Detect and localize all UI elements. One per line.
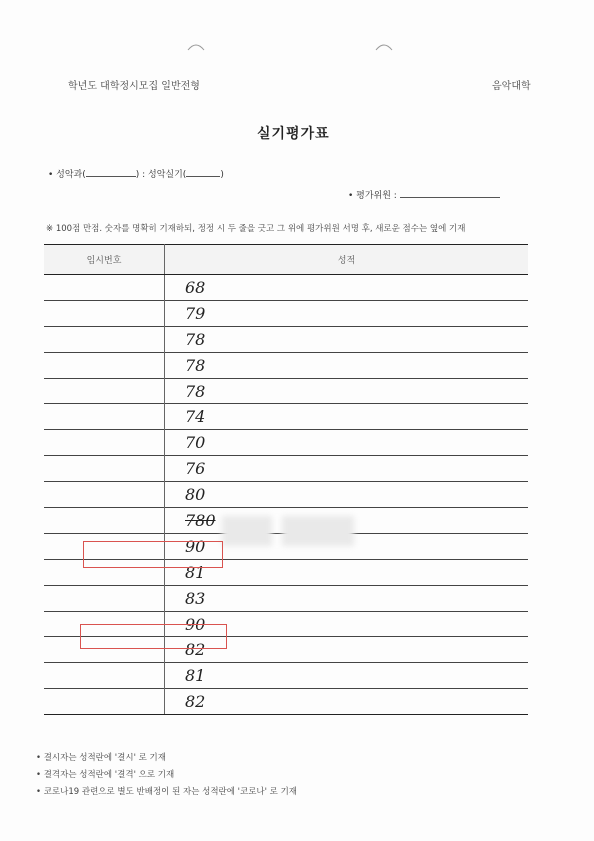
temp-number-cell <box>44 352 165 378</box>
temp-number-cell <box>44 275 165 301</box>
note-covid: • 코로나19 관련으로 별도 반배정이 된 자는 성적란에 '코로나' 로 기재 <box>36 787 298 797</box>
page-title: 실기평가표 <box>257 126 330 142</box>
table-row <box>44 482 528 508</box>
score-cell: 68 <box>165 275 529 301</box>
dept-label: • 성악과( <box>48 170 86 180</box>
exam-label: ) : 성악실기( <box>135 170 187 180</box>
temp-number-cell <box>44 689 165 715</box>
highlight-box-2 <box>80 624 227 649</box>
table-row <box>44 352 528 378</box>
dept-line <box>48 167 224 180</box>
table-row <box>44 456 528 482</box>
score-cell: 90 <box>165 533 529 559</box>
scan-mark-left <box>186 42 206 52</box>
dept-blank <box>86 176 136 177</box>
score-cell: 78 <box>165 352 529 378</box>
score-cell: 80 <box>165 482 529 508</box>
temp-number-cell <box>44 508 165 534</box>
note-absent: • 결시자는 성적란에 '결시' 로 기재 <box>36 753 166 763</box>
exam-close: ) <box>220 170 224 180</box>
redacted-area-1 <box>222 516 272 546</box>
col-header-id: 임시번호 <box>44 245 165 275</box>
score-cell: 81 <box>165 559 529 585</box>
score-cell: 82 <box>165 689 529 715</box>
temp-number-cell <box>44 430 165 456</box>
table-row <box>44 689 528 715</box>
scan-mark-right <box>374 42 394 52</box>
score-cell: 82 <box>165 637 529 663</box>
col-header-score: 성적 <box>165 245 529 275</box>
highlight-box-1 <box>83 541 223 568</box>
table-row <box>44 300 528 326</box>
score-cell: 81 <box>165 663 529 689</box>
temp-number-cell <box>44 404 165 430</box>
score-cell: 90 <box>165 611 529 637</box>
score-cell: 74 <box>165 404 529 430</box>
score-cell: 78 <box>165 326 529 352</box>
exam-blank <box>186 176 220 177</box>
temp-number-cell <box>44 663 165 689</box>
table-row <box>44 663 528 689</box>
instruction-text: ※ 100점 만점. 숫자를 명확히 기재하되, 정정 시 두 줄을 긋고 그 위에 평가위원 서명 후, 새로운 점수는 옆에 기재 <box>46 224 466 234</box>
evaluator-blank <box>400 197 500 198</box>
temp-number-cell <box>44 456 165 482</box>
score-cell: 78 <box>165 378 529 404</box>
score-cell: 83 <box>165 585 529 611</box>
redacted-area-2 <box>282 516 354 546</box>
header-left: 학년도 대학정시모집 일반전형 <box>68 81 200 92</box>
note-disqualified: • 결격자는 성적란에 '결격' 으로 기재 <box>36 770 175 780</box>
score-cell: 79 <box>165 300 529 326</box>
table-row <box>44 430 528 456</box>
table-header-row <box>44 245 528 275</box>
temp-number-cell <box>44 585 165 611</box>
table-row <box>44 326 528 352</box>
header-right: 음악대학 <box>492 81 531 92</box>
evaluator-label: • 평가위원 : <box>348 191 397 201</box>
table-row <box>44 275 528 301</box>
score-cell: 76 <box>165 456 529 482</box>
temp-number-cell <box>44 300 165 326</box>
notes <box>36 750 297 801</box>
evaluator-line <box>348 188 500 201</box>
temp-number-cell <box>44 326 165 352</box>
table-row <box>44 404 528 430</box>
table-row <box>44 378 528 404</box>
score-cell: 70 <box>165 430 529 456</box>
temp-number-cell <box>44 378 165 404</box>
score-cell: 780 <box>165 508 529 534</box>
temp-number-cell <box>44 482 165 508</box>
table-row <box>44 585 528 611</box>
